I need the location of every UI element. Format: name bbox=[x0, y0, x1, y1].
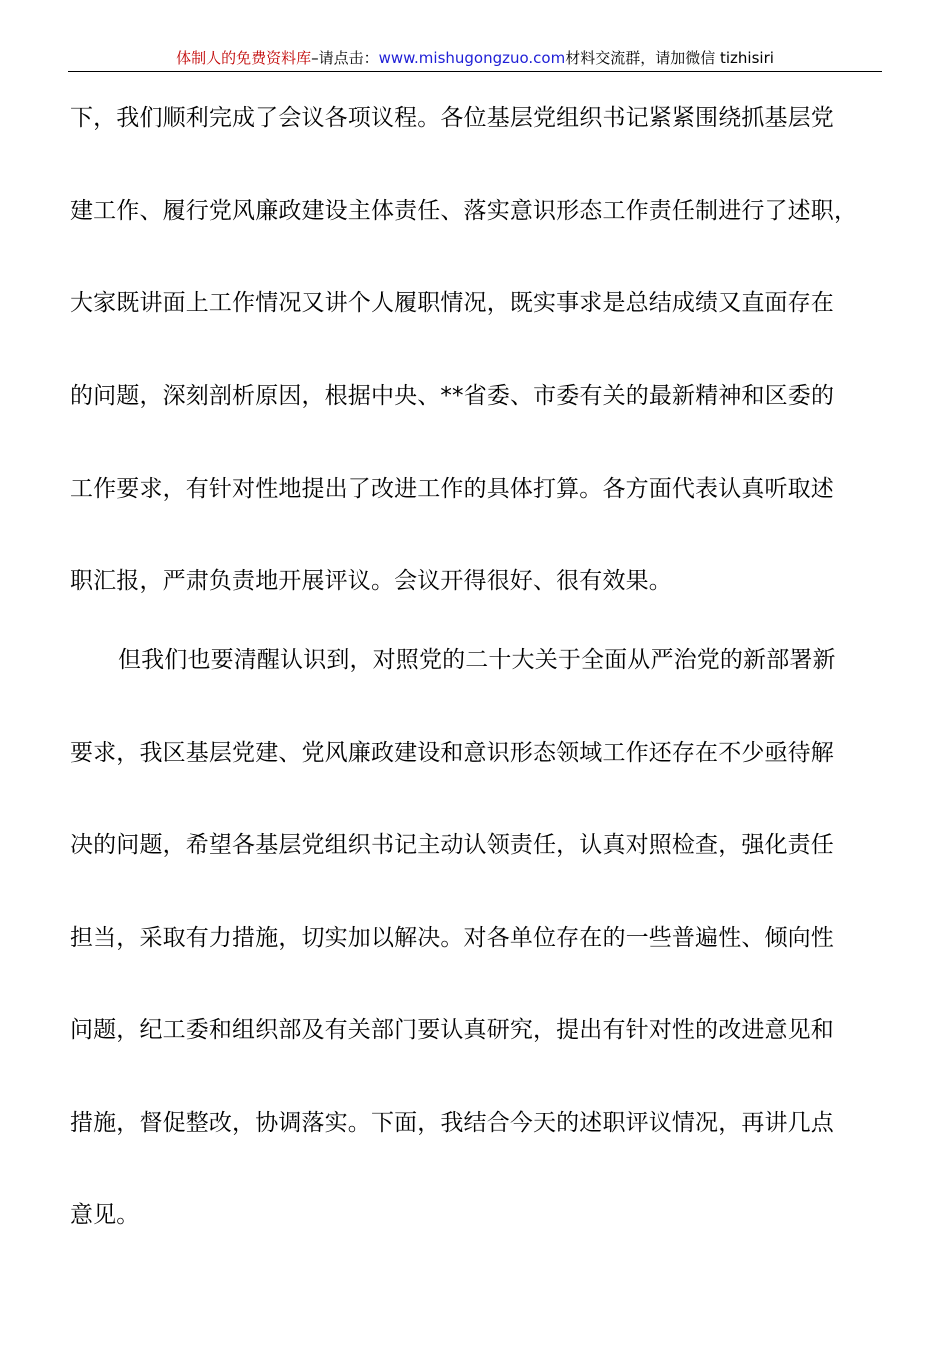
paragraph-first-line: 但我们也要清醒认识到，对照党的二十大关于全面从严治党的新部署新 bbox=[118, 647, 836, 673]
header-separator: –请点击： bbox=[311, 49, 379, 67]
text-line: 要求，我区基层党建、党风廉政建设和意识形态领域工作还存在不少亟待解 bbox=[70, 740, 834, 766]
text-line: 的问题，深刻剖析原因，根据中央、**省委、市委有关的最新精神和区委的 bbox=[70, 383, 835, 409]
page-header bbox=[68, 46, 882, 70]
text-line: 建工作、履行党风廉政建设主体责任、落实意识形态工作责任制进行了述职， bbox=[70, 198, 858, 224]
text-line: 工作要求，有针对性地提出了改进工作的具体打算。各方面代表认真听取述 bbox=[70, 476, 834, 502]
header-link[interactable]: www.mishugongzuo.com bbox=[378, 49, 566, 67]
text-line: 问题，纪工委和组织部及有关部门要认真研究，提出有针对性的改进意见和 bbox=[70, 1017, 834, 1043]
text-line: 职汇报，严肃负责地开展评议。会议开得很好、很有效果。 bbox=[70, 568, 672, 594]
text-line: 大家既讲面上工作情况又讲个人履职情况，既实事求是总结成绩又直面存在 bbox=[70, 290, 834, 316]
text-line: 担当，采取有力措施，切实加以解决。对各单位存在的一些普遍性、倾向性 bbox=[70, 925, 834, 951]
text-line: 下，我们顺利完成了会议各项议程。各位基层党组织书记紧紧围绕抓基层党 bbox=[70, 105, 834, 131]
text-line: 意见。 bbox=[70, 1202, 140, 1228]
header-tail: 材料交流群，请加微信 tizhisiri bbox=[565, 49, 774, 67]
text-line: 措施，督促整改，协调落实。下面，我结合今天的述职评议情况，再讲几点 bbox=[70, 1110, 834, 1136]
text-line: 决的问题，希望各基层党组织书记主动认领责任，认真对照检查，强化责任 bbox=[70, 832, 834, 858]
header-brand: 体制人的免费资料库 bbox=[176, 49, 312, 67]
header-divider bbox=[68, 71, 882, 72]
